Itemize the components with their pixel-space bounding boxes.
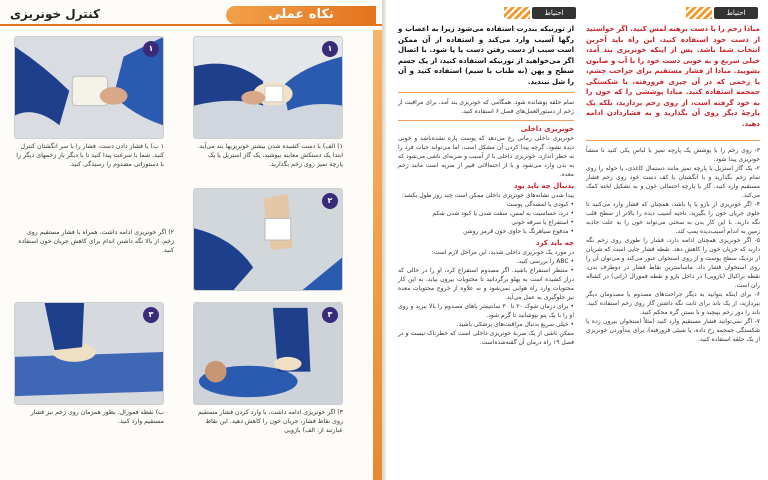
right-page bbox=[386, 0, 768, 480]
step-badge: ۱ bbox=[143, 41, 159, 57]
step-badge: ۳ bbox=[143, 307, 159, 323]
side-color-strip bbox=[373, 30, 382, 480]
step-2-photo bbox=[193, 188, 343, 291]
right-column-steps: ۳- روی زخم را با پوشش یک پارچه تمیز یا لباس یکی کنید تا منشأ خونریزی پیدا شود. ۲- یک گاز استریل یا پارچه تمیز مانند دستمال کاغذی، یا حوله را روی تمام زخم بگذارید و با انگشتان یا کف دست خود روی زخم فشار مستقیم وارد کنید. گاز یا پارچه احتمالی خون و به تشکیل لخته کمک می‌کند. ۴- اگر خونریزی از بازو یا پا باشد، همچنان که فشار وارد می‌کنید تا جلوی جریان خون را بگیرید، ناحیه آسیب دیده را بالاتر از سطح قلب نگه دارید. با این کار بدن به سختی می‌تواند خون را به علت جاذبه زمین به اندام آسیب‌دیده پمپ کند. ۵- اگر خونریزی همچنان ادامه دارد، فشار را طوری روی زخم نگه دارید که جریان خون را کاهش دهد. نقطه فشار جایی است که شریان از نزدیک سطح پوست و از روی استخوان عبور می‌کند و می‌توان آن را روی استخوان فشار داد. ماساسترین نقاط فشار در دوطرف بدن، نقطه براکیال (بازویی) در داخل بازو و نقطه فمورال (رانی) در کشاله ران است. ۶- برای اینکه بتوانید به دیگر جراحت‌های مصدوم یا مصدومان دیگر بپردازید، از یک باند برای ثابت نگه داشتن گاز روی زخم استفاده کنید. باند را دور زخم بپیچید و با بستن گره محکم کنید. ۷- اگر نمی‌توانید فشار مستقیم وارد کنید (مثلاً استخوان بیرون زده یا شکستگی جمجمه رخ داده، یا شیئی فرورفته)، برای بندآوردن خونریزی از یک حلقه استفاده کنید. bbox=[586, 147, 760, 343]
step-3b-caption: ب) نقطه فمورال. بطور همزمان روی زخم نیز فشار مستقیم وارد کنید. bbox=[30, 409, 164, 425]
step-1b-caption: ۱ ب) با فشار دادن دست، فشار را با سر انگشتان کنترل کنید. شما با سرعت پیدا کنید تا با دیگر بار زخمهای دیگر را با دستوراتی مصدوم را رسیدگی کنید. bbox=[16, 143, 164, 168]
watch-for-heading: بدنبال چه باید بود bbox=[514, 182, 574, 190]
left-page bbox=[0, 0, 382, 480]
todo-outro: ممکن ناشی از یک ضربهٔ خونریزی داخلی است که خطرناک نیست و در فصل ۱۹ راه درمان آن گفته‌شده‌است. bbox=[398, 330, 574, 346]
what-to-do-heading: چه باید کرد bbox=[535, 239, 574, 247]
divider bbox=[398, 120, 574, 121]
step-1b-photo bbox=[14, 36, 164, 139]
direct-pressure-warning: مبادا از فشار مستقیم برای جراحت چشم، یا زخمی که در آن چیزی فرورفته، یا شکستگی جمجمه استفاده کنید. bbox=[586, 67, 760, 96]
caution-tag-right bbox=[686, 7, 758, 19]
tourniquet-warning: از تورنیکه بندرت استفاده می‌شود زیرا به اعصاب و رگها آسیب وارد می‌کند و استفاده از آن ممکن است سبب از دست رفتن دست یا پا شود. با اتصال اگر می‌خواهید از تورنیکه استفاده کنید، از یک جسم سطح و پهن (نه طناب یا سیم) استفاده کنید و آن را شل نبندید. bbox=[398, 25, 574, 86]
step-3a-photo bbox=[193, 302, 343, 405]
step-3a-caption: ۳) اگر خونریزی ادامه داشت، با وارد کردن فشار مستقیم روی نقاط فشار، جریان خون را کاهش دهید. این نقاط عبارتند از: الف) بازویی bbox=[197, 409, 343, 434]
left-column bbox=[398, 98, 574, 347]
todo-item: • برای درمان شوک ۲۰ تا ۳۰ سانتیمتر پاهای مصدوم را بالا ببرید و روی او را با یک پتو بپوشانید تا گرم شود. bbox=[398, 303, 575, 319]
intro-paragraph: تمام حلقه پوشانده شود. همگامی که خونریزی بند آمد، برای مراقبت از زخم از دستورالعمل‌های فصل ۶ استفاده کنید. bbox=[398, 99, 574, 115]
header-rule bbox=[0, 24, 382, 26]
left-page-header bbox=[0, 4, 382, 26]
practical-tip-banner: نکاه عملی bbox=[226, 6, 376, 24]
todo-item: • ABC را بررسی کنید. bbox=[516, 258, 574, 265]
what-to-do-intro: در مورد یک خونریزی داخلی شدید، این مراحل لازم است: bbox=[431, 249, 574, 256]
step-badge: ۱ bbox=[322, 41, 338, 57]
caution-stripes bbox=[686, 7, 712, 19]
sign-item: • درد، حساسیت به لمس، سفت شدن یا کبود شدن شکم bbox=[432, 210, 574, 217]
dressing-warning: مبادا پوششی را که خون را به خود گرفته است، از روی زخم بردارید، بلکه یک پارچهٔ دیگر روی آن بگذارید و به فشاردادن ادامه دهید. bbox=[586, 88, 760, 128]
step-badge: ۲ bbox=[322, 193, 338, 209]
sign-item: • کبودی یا لمشدگی پوست bbox=[506, 201, 574, 208]
step-1a-caption: ۱) الف) با دست کشیده شدن بیشتر خونریزیها بند می‌آید. ابتدا یک دستکش معاینه بپوشید، یک گاز استریل یا یک پارچهٔ تمیز روی زخم بگذارید. bbox=[197, 143, 343, 168]
sign-item: • مدفوع سیاهرنگ یا حاوی خون قرمز روشن bbox=[463, 228, 574, 235]
step-badge: ۳ bbox=[322, 307, 338, 323]
step-2-caption: ۲) اگر خونریزی ادامه داشت، همراه با فشار مستقیم روی زخم، از بالا نگه داشتن اندام برای کاهش جریان خون استفاده کنید. bbox=[18, 229, 174, 254]
section-title: کنترل خونریزی bbox=[10, 7, 100, 21]
internal-bleeding-text: خونریزی داخلی زمانی رخ می‌دهد که پوست پاره نشده‌باشد و خونی دیده نشود. گرچه پیدا کردن آن مشکل است، اما می‌تواند حیات فرد را به خطر اندازد. خونریزی داخلی با از آسیب و ضربه‌ای ناشی می‌شود که به بدن وارد می‌شود و با از احتمالاتی قبیر از ضربه است مانند زخم معده. bbox=[398, 135, 574, 178]
caution-tag-left bbox=[504, 7, 576, 19]
caution-box-right bbox=[586, 24, 760, 129]
caution-stripes bbox=[504, 7, 530, 19]
caution-label: احتیاط bbox=[532, 7, 576, 19]
sign-item: • استفراغ یا سرفه خونی bbox=[511, 219, 574, 226]
divider bbox=[398, 92, 574, 93]
step-3b-photo bbox=[14, 302, 164, 405]
step-1a-photo bbox=[193, 36, 343, 139]
caution-label: احتیاط bbox=[714, 7, 758, 19]
watch-for-intro: پیدا شدن نشانه‌های خونریزی داخلی ممکن است چند روز طول بکشد: bbox=[401, 192, 574, 199]
todo-item: • منتظر استفراغ باشید. اگر مصدوم استفراغ کرد، او را در حالی که دراز کشیده است به پهلو برگردانید تا محتویات بیرون بیاید. به این کار محتویات وارد راه هوایی نمی‌شود و به علاوه از خروج محتویات معده نیز جلوگیری به عمل می‌آید. bbox=[398, 267, 574, 301]
dont-touch-warning: مبادا زخم را با دست برهنه لمس کنید. اگر خواستید از دست خود استفاده کنید، این راه باید آخرین انتخاب شما باشد. پس از اینکه خونریزی بند آمد، خیلی سریع و به خوبی دست خود را با آب و صابون بشویید. bbox=[586, 25, 761, 75]
internal-bleeding-heading: خونریزی داخلی bbox=[520, 125, 574, 133]
divider bbox=[586, 140, 760, 141]
todo-item: • خیلی سریع بدنبال مراقبت‌های پزشکی باشید. bbox=[456, 321, 574, 328]
